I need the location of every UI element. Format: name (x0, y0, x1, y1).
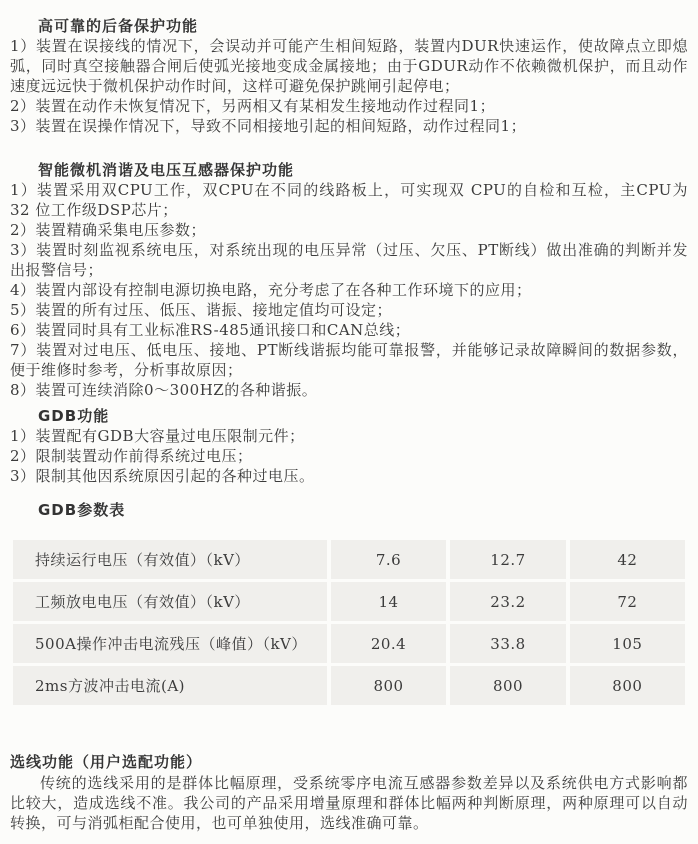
table-label-cell: 2ms方波冲击电流(A) (13, 666, 327, 705)
list-item: 7）装置对过电压、低电压、接地、PT断线谐振均能可靠报警，并能够记录故障瞬间的数据参数，便于维修时参考，分析事故原因； (10, 341, 688, 379)
list-item: 2）装置在动作未恢复情况下，另两相又有某相发生接地动作过程同1； (10, 97, 496, 115)
table-row (13, 540, 685, 579)
table-value-cell: 800 (446, 666, 565, 705)
table-value-cell: 7.6 (327, 540, 446, 579)
list-item: 3）装置在误操作情况下，导致不同相接地引起的相间短路，动作过程同1； (10, 117, 527, 135)
list-item: 3）限制其他因系统原因引起的各种过电压。 (10, 467, 315, 485)
section-heading: 选线功能（用户选配功能） (10, 753, 203, 771)
table-value-cell: 800 (566, 666, 685, 705)
section-backup-protection (10, 16, 688, 136)
gdb-parameters-table (13, 537, 685, 708)
list-item: 8）装置可连续消除0～300HZ的各种谐振。 (10, 381, 318, 399)
section-line-selection (10, 752, 688, 833)
section-gdb-functions (10, 406, 688, 486)
table-value-cell: 20.4 (327, 624, 446, 663)
list-item: 3）装置时刻监视系统电压，对系统出现的电压异常（过压、欠压、PT断线）做出准确的判断并发出报警信号； (10, 241, 688, 279)
table-value-cell: 42 (566, 540, 685, 579)
table-row (13, 582, 685, 621)
table-heading: GDB参数表 (38, 501, 126, 519)
section-microcomputer-protection (10, 160, 688, 400)
section-heading: 高可靠的后备保护功能 (38, 17, 199, 35)
list-item: 2）装置精确采集电压参数； (10, 221, 207, 239)
table-value-cell: 105 (566, 624, 685, 663)
table-value-cell: 800 (327, 666, 446, 705)
list-item: 6）装置同时具有工业标准RS-485通讯接口和CAN总线； (10, 321, 411, 339)
paragraph: 传统的选线采用的是群体比幅原理，受系统零序电流互感器参数差异以及系统供电方式影响都比较大，造成选线不准。我公司的产品采用增量原理和群体比幅两种判断原理，两种原理可以自动转换，可与消弧柜配合使用，也可单独使用，选线准确可靠。 (10, 774, 688, 832)
section-heading: 智能微机消谐及电压互感器保护功能 (38, 161, 295, 179)
table-row (13, 624, 685, 663)
table-row (13, 666, 685, 705)
list-item: 5）装置的所有过压、低压、谐振、接地定值均可设定； (10, 301, 393, 319)
table-value-cell: 23.2 (446, 582, 565, 621)
table-label-cell: 工频放电电压（有效值）（kV） (13, 582, 327, 621)
table-label-cell: 持续运行电压（有效值）（kV） (13, 540, 327, 579)
table-value-cell: 33.8 (446, 624, 565, 663)
list-item: 4）装置内部设有控制电源切换电路，充分考虑了在各种工作环境下的应用； (10, 281, 532, 299)
list-item: 1）装置在误接线的情况下，会误动并可能产生相间短路，装置内DUR快速运作，使故障点立即熄弧，同时真空接触器合闸后使弧光接地变成金属接地；由于GDUR动作不依赖微机保护，而且动作速度远远快于微机保护动作时间，这样可避免保护跳闸引起停电； (10, 37, 688, 95)
table-label-cell: 500A操作冲击电流残压（峰值）（kV） (13, 624, 327, 663)
list-item: 2）限制装置动作前得系统过电压； (10, 447, 253, 465)
list-item: 1）装置采用双CPU工作，双CPU在不同的线路板上，可实现双 CPU的自检和互检，主CPU为 32 位工作级DSP芯片； (10, 181, 688, 219)
list-item: 1）装置配有GDB大容量过电压限制元件； (10, 427, 305, 445)
table-value-cell: 14 (327, 582, 446, 621)
section-heading: GDB功能 (38, 407, 110, 425)
table-value-cell: 72 (566, 582, 685, 621)
table-value-cell: 12.7 (446, 540, 565, 579)
